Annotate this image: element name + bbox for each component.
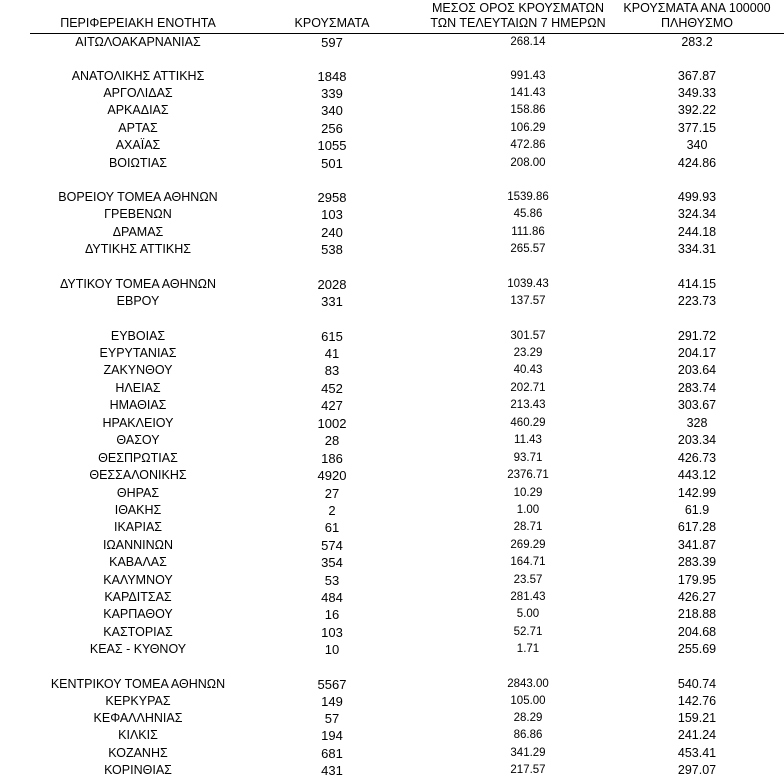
cases-per-100000-cell: 334.31 [677, 242, 717, 256]
table-row [0, 380, 784, 397]
seven-day-average-cell: 40.43 [513, 364, 543, 376]
cases-cell: 597 [321, 35, 343, 50]
region-name-cell: ΚΙΛΚΙΣ [118, 728, 158, 742]
cases-per-100000-cell: 617.28 [677, 520, 717, 534]
cases-cell: 103 [321, 207, 343, 222]
cases-cell: 339 [321, 86, 343, 101]
cases-cell: 53 [324, 573, 340, 588]
region-name-cell: ΕΥΒΟΙΑΣ [110, 329, 166, 343]
seven-day-average-cell: 460.29 [510, 417, 546, 429]
cases-cell: 41 [324, 346, 340, 361]
table-row [0, 485, 784, 502]
cases-cell: 354 [321, 555, 343, 570]
table-row [0, 606, 784, 623]
table-row [0, 727, 784, 744]
region-name-cell: ΗΡΑΚΛΕΙΟΥ [102, 416, 174, 430]
cases-per-100000-cell: 61.9 [684, 503, 710, 517]
seven-day-average-cell: 105.00 [510, 695, 546, 707]
cases-cell: 61 [324, 520, 340, 535]
table-row [0, 641, 784, 658]
region-name-cell: ΑΝΑΤΟΛΙΚΗΣ ΑΤΤΙΚΗΣ [71, 69, 205, 83]
seven-day-average-cell: 1.00 [516, 504, 540, 516]
seven-day-average-cell: 991.43 [510, 70, 546, 82]
seven-day-average-cell: 268.14 [510, 36, 546, 48]
seven-day-average-cell: 265.57 [510, 243, 546, 255]
region-name-cell: ΚΑΛΥΜΝΟΥ [103, 573, 173, 587]
cases-per-100000-cell: 218.88 [677, 607, 717, 621]
table-row [0, 189, 784, 206]
table-row [0, 676, 784, 693]
table-row [0, 120, 784, 137]
region-name-cell: ΙΘΑΚΗΣ [114, 503, 162, 517]
cases-per-100000-cell: 283.74 [677, 381, 717, 395]
cases-cell: 16 [324, 607, 340, 622]
table-row [0, 762, 784, 779]
seven-day-average-cell: 106.29 [510, 122, 546, 134]
cases-cell: 10 [324, 642, 340, 657]
table-row [0, 502, 784, 519]
cases-per-100000-cell: 297.07 [677, 763, 717, 777]
region-name-cell: ΗΜΑΘΙΑΣ [109, 398, 167, 412]
region-name-cell: ΚΑΡΠΑΘΟΥ [103, 607, 173, 621]
cases-per-100000-cell: 426.73 [677, 451, 717, 465]
region-name-cell: ΔΡΑΜΑΣ [112, 225, 164, 239]
header-average-line-2: ΤΩΝ ΤΕΛΕΥΤΑΙΩΝ 7 ΗΜΕΡΩΝ [430, 16, 606, 30]
seven-day-average-cell: 2843.00 [507, 678, 549, 690]
cases-cell: 452 [321, 381, 343, 396]
seven-day-average-cell: 23.29 [513, 347, 543, 359]
cases-cell: 5567 [317, 677, 347, 692]
cases-cell: 340 [321, 103, 343, 118]
table-row [0, 537, 784, 554]
seven-day-average-cell: 208.00 [510, 157, 546, 169]
cases-cell: 149 [321, 694, 343, 709]
cases-per-100000-cell: 283.39 [677, 555, 717, 569]
header-region-label: ΠΕΡΙΦΕΡΕΙΑΚΗ ΕΝΟΤΗΤΑ [60, 16, 216, 30]
cases-per-100000-cell: 159.21 [677, 711, 717, 725]
seven-day-average-cell: 23.57 [513, 574, 543, 586]
seven-day-average-cell: 1539.86 [507, 191, 549, 203]
cases-cell: 28 [324, 433, 340, 448]
region-name-cell: ΚΑΡΔΙΤΣΑΣ [104, 590, 172, 604]
header-per-line-1: ΚΡΟΥΣΜΑΤΑ ΑΝΑ 100000 [623, 1, 771, 15]
table-row [0, 554, 784, 571]
seven-day-average-cell: 269.29 [510, 539, 546, 551]
cases-per-100000-cell: 340 [686, 138, 708, 152]
cases-per-100000-cell: 203.64 [677, 363, 717, 377]
region-name-cell: ΘΗΡΑΣ [116, 486, 160, 500]
seven-day-average-cell: 164.71 [510, 556, 546, 568]
cases-per-100000-cell: 179.95 [677, 573, 717, 587]
seven-day-average-cell: 213.43 [510, 399, 546, 411]
seven-day-average-cell: 11.43 [514, 434, 542, 446]
region-name-cell: ΗΛΕΙΑΣ [115, 381, 161, 395]
cases-per-100000-cell: 241.24 [677, 728, 717, 742]
cases-cell: 615 [321, 329, 343, 344]
region-name-cell: ΚΟΡΙΝΘΙΑΣ [104, 763, 172, 777]
seven-day-average-cell: 472.86 [510, 139, 546, 151]
table-row [0, 206, 784, 223]
cases-per-100000-cell: 426.27 [677, 590, 717, 604]
seven-day-average-cell: 10.29 [513, 487, 543, 499]
table-row [0, 34, 784, 51]
seven-day-average-cell: 86.86 [513, 729, 543, 741]
region-name-cell: ΘΕΣΠΡΩΤΙΑΣ [98, 451, 178, 465]
cases-cell: 574 [321, 538, 343, 553]
region-name-cell: ΒΟΡΕΙΟΥ ΤΟΜΕΑ ΑΘΗΝΩΝ [58, 190, 218, 204]
cases-per-100000-cell: 142.99 [677, 486, 717, 500]
region-name-cell: ΚΑΒΑΛΑΣ [109, 555, 167, 569]
seven-day-average-cell: 45.86 [513, 208, 543, 220]
cases-per-100000-cell: 392.22 [677, 103, 717, 117]
seven-day-average-cell: 28.29 [513, 712, 543, 724]
region-name-cell: ΑΧΑΪΑΣ [115, 138, 161, 152]
seven-day-average-cell: 52.71 [513, 626, 543, 638]
table-row [0, 624, 784, 641]
table-row [0, 362, 784, 379]
table-row [0, 68, 784, 85]
table-row [0, 328, 784, 345]
table-row [0, 710, 784, 727]
cases-cell: 2958 [317, 190, 347, 205]
cases-per-100000-cell: 204.17 [677, 346, 717, 360]
header-average-line-1: ΜΕΣΟΣ ΟΡΟΣ ΚΡΟΥΣΜΑΤΩΝ [431, 1, 605, 15]
cases-per-100000-cell: 367.87 [677, 69, 717, 83]
table-row [0, 745, 784, 762]
table-row [0, 519, 784, 536]
region-name-cell: ΓΡΕΒΕΝΩΝ [104, 207, 172, 221]
cases-per-100000-cell: 303.67 [677, 398, 717, 412]
cases-cell: 2028 [317, 277, 347, 292]
region-name-cell: ΚΕΝΤΡΙΚΟΥ ΤΟΜΕΑ ΑΘΗΝΩΝ [50, 677, 226, 691]
table-row [0, 397, 784, 414]
cases-cell: 240 [321, 225, 343, 240]
table-row [0, 137, 784, 154]
seven-day-average-cell: 141.43 [510, 87, 546, 99]
table-row [0, 155, 784, 172]
region-name-cell: ΚΑΣΤΟΡΙΑΣ [103, 625, 173, 639]
seven-day-average-cell: 137.57 [510, 295, 546, 307]
region-name-cell: ΘΑΣΟΥ [116, 433, 160, 447]
cases-per-100000-cell: 255.69 [677, 642, 717, 656]
table-row [0, 102, 784, 119]
cases-per-100000-cell: 349.33 [677, 86, 717, 100]
cases-cell: 2 [328, 503, 336, 518]
region-name-cell: ΙΩΑΝΝΙΝΩΝ [102, 538, 174, 552]
cases-per-100000-cell: 424.86 [677, 156, 717, 170]
seven-day-average-cell: 28.71 [513, 521, 543, 533]
cases-cell: 681 [321, 746, 343, 761]
cases-per-100000-cell: 453.41 [677, 746, 717, 760]
cases-cell: 256 [321, 121, 343, 136]
seven-day-average-cell: 93.71 [513, 452, 543, 464]
cases-cell: 103 [321, 625, 343, 640]
table-row [0, 467, 784, 484]
region-name-cell: ΘΕΣΣΑΛΟΝΙΚΗΣ [89, 468, 187, 482]
region-name-cell: ΖΑΚΥΝΘΟΥ [103, 363, 173, 377]
cases-cell: 331 [321, 294, 343, 309]
cases-per-100000-cell: 203.34 [677, 433, 717, 447]
header-cases-label: ΚΡΟΥΣΜΑΤΑ [294, 16, 370, 30]
region-name-cell: ΒΟΙΩΤΙΑΣ [108, 156, 168, 170]
cases-cell: 431 [321, 763, 343, 778]
region-name-cell: ΚΕΦΑΛΛΗΝΙΑΣ [93, 711, 183, 725]
table-row [0, 415, 784, 432]
table-row [0, 693, 784, 710]
seven-day-average-cell: 1.71 [516, 643, 540, 655]
seven-day-average-cell: 301.57 [510, 330, 546, 342]
seven-day-average-cell: 1039.43 [507, 278, 549, 290]
seven-day-average-cell: 111.86 [511, 226, 545, 238]
cases-cell: 57 [324, 711, 340, 726]
cases-per-100000-cell: 540.74 [677, 677, 717, 691]
region-name-cell: ΚΟΖΑΝΗΣ [108, 746, 168, 760]
cases-cell: 1055 [317, 138, 347, 153]
seven-day-average-cell: 5.00 [516, 608, 540, 620]
cases-cell: 4920 [317, 468, 347, 483]
table-row [0, 293, 784, 310]
seven-day-average-cell: 158.86 [510, 104, 546, 116]
region-name-cell: ΚΕΑΣ - ΚΥΘΝΟΥ [89, 642, 187, 656]
cases-cell: 1848 [317, 69, 347, 84]
table-row [0, 241, 784, 258]
cases-per-100000-cell: 414.15 [677, 277, 717, 291]
region-name-cell: ΙΚΑΡΙΑΣ [113, 520, 163, 534]
seven-day-average-cell: 217.57 [510, 764, 546, 776]
region-name-cell: ΔΥΤΙΚΗΣ ΑΤΤΙΚΗΣ [85, 242, 191, 256]
cases-per-100000-cell: 244.18 [677, 225, 717, 239]
table-row [0, 432, 784, 449]
region-name-cell: ΑΡΓΟΛΙΔΑΣ [103, 86, 173, 100]
cases-per-100000-cell: 283.2 [681, 35, 713, 49]
cases-cell: 538 [321, 242, 343, 257]
cases-cell: 27 [324, 486, 340, 501]
header-per-line-2: ΠΛΗΘΥΣΜΟ [661, 16, 733, 30]
seven-day-average-cell: 2376.71 [507, 469, 549, 481]
cases-cell: 83 [324, 363, 340, 378]
region-name-cell: ΑΡΚΑΔΙΑΣ [107, 103, 169, 117]
table-row [0, 224, 784, 241]
cases-per-100000-cell: 204.68 [677, 625, 717, 639]
cases-per-100000-cell: 324.34 [677, 207, 717, 221]
region-name-cell: ΔΥΤΙΚΟΥ ΤΟΜΕΑ ΑΘΗΝΩΝ [59, 277, 217, 291]
table-row [0, 572, 784, 589]
cases-per-100000-cell: 443.12 [677, 468, 717, 482]
region-name-cell: ΑΙΤΩΛΟΑΚΑΡΝΑΝΙΑΣ [75, 35, 201, 49]
cases-cell: 186 [321, 451, 343, 466]
cases-per-100000-cell: 499.93 [677, 190, 717, 204]
cases-cell: 1002 [317, 416, 347, 431]
seven-day-average-cell: 202.71 [510, 382, 546, 394]
cases-per-100000-cell: 341.87 [677, 538, 717, 552]
cases-per-100000-cell: 377.15 [677, 121, 717, 135]
cases-cell: 194 [321, 728, 343, 743]
table-row [0, 589, 784, 606]
cases-cell: 501 [321, 156, 343, 171]
cases-cell: 427 [321, 398, 343, 413]
table-row [0, 450, 784, 467]
seven-day-average-cell: 281.43 [510, 591, 546, 603]
seven-day-average-cell: 341.29 [510, 747, 546, 759]
table-row [0, 345, 784, 362]
cases-cell: 484 [321, 590, 343, 605]
table-row [0, 85, 784, 102]
table-row [0, 276, 784, 293]
cases-per-100000-cell: 142.76 [677, 694, 717, 708]
cases-per-100000-cell: 291.72 [677, 329, 717, 343]
region-name-cell: ΚΕΡΚΥΡΑΣ [105, 694, 171, 708]
region-name-cell: ΑΡΤΑΣ [118, 121, 158, 135]
region-name-cell: ΕΥΡΥΤΑΝΙΑΣ [99, 346, 177, 360]
cases-per-100000-cell: 328 [686, 416, 708, 430]
cases-per-100000-cell: 223.73 [677, 294, 717, 308]
region-name-cell: ΕΒΡΟΥ [116, 294, 160, 308]
